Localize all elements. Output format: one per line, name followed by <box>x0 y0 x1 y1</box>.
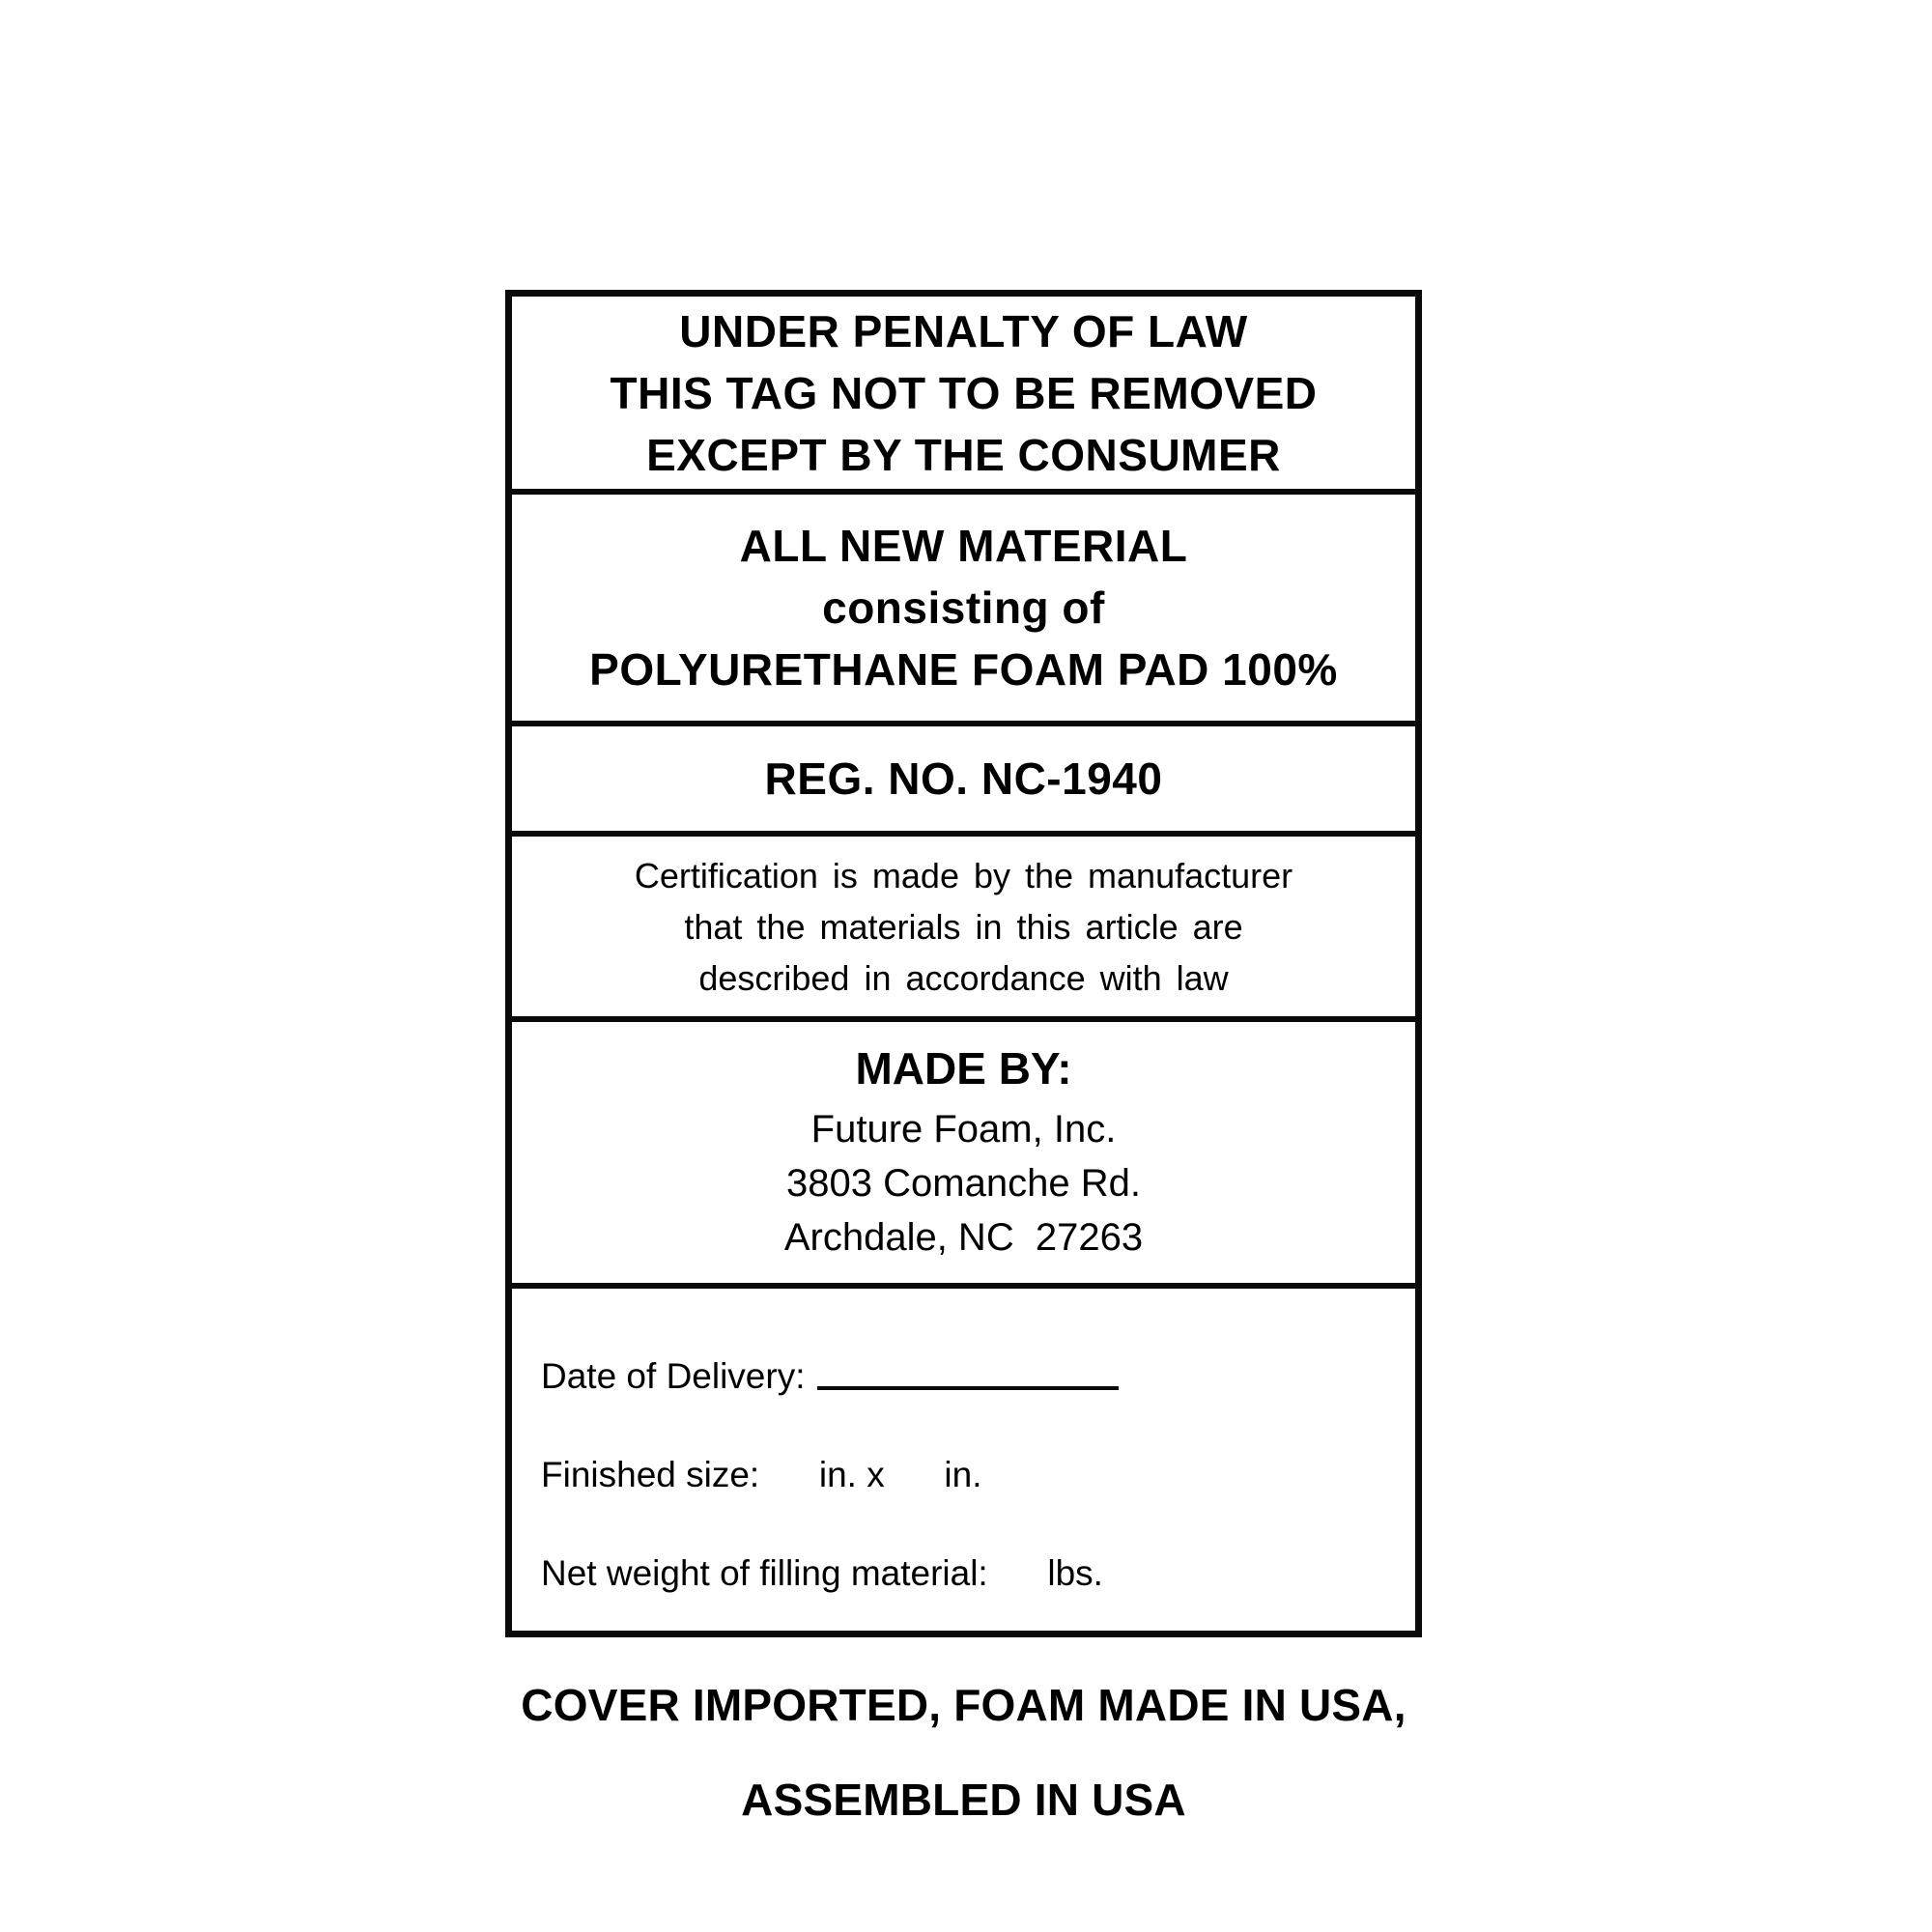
penalty-line-3: EXCEPT BY THE CONSUMER <box>646 429 1281 480</box>
made-by-section <box>512 1022 1415 1289</box>
origin-line-1: COVER IMPORTED, FOAM MADE IN USA, <box>521 1680 1406 1730</box>
manufacturer-city-state-zip: Archdale, NC 27263 <box>783 1216 1144 1259</box>
certification-line-1: Certification is made by the manufacturer <box>634 855 1293 895</box>
origin-line-2: ASSEMBLED IN USA <box>741 1775 1186 1825</box>
manufacturer-street: 3803 Comanche Rd. <box>786 1162 1141 1205</box>
certification-line-3: described in accordance with law <box>698 957 1229 998</box>
material-section <box>512 495 1415 726</box>
penalty-line-2: THIS TAG NOT TO BE REMOVED <box>610 367 1318 418</box>
made-by-heading: MADE BY: <box>855 1043 1072 1094</box>
net-weight-row: Net weight of filling material: lbs. <box>541 1553 1103 1593</box>
certification-section <box>512 837 1415 1022</box>
details-section <box>512 1289 1415 1825</box>
registration-number-section <box>512 726 1415 837</box>
penalty-line-1: UNDER PENALTY OF LAW <box>679 305 1248 356</box>
origin-statement <box>512 1640 1415 1886</box>
registration-number: REG. NO. NC-1940 <box>764 753 1163 804</box>
date-of-delivery-row <box>541 1345 1415 1408</box>
date-of-delivery-label: Date of Delivery: <box>541 1356 806 1396</box>
material-line-3: POLYURETHANE FOAM PAD 100% <box>589 644 1338 695</box>
penalty-section <box>512 297 1415 495</box>
material-line-1: ALL NEW MATERIAL <box>739 521 1188 571</box>
material-line-2: consisting of <box>822 582 1105 633</box>
date-of-delivery-blank <box>817 1386 1119 1390</box>
finished-size-row: Finished size: in. x in. <box>541 1455 982 1494</box>
certification-line-2: that the materials in this article are <box>684 906 1243 947</box>
law-tag <box>505 290 1422 1825</box>
fill-in-form <box>512 1289 1415 1640</box>
manufacturer-name: Future Foam, Inc. <box>810 1108 1117 1151</box>
